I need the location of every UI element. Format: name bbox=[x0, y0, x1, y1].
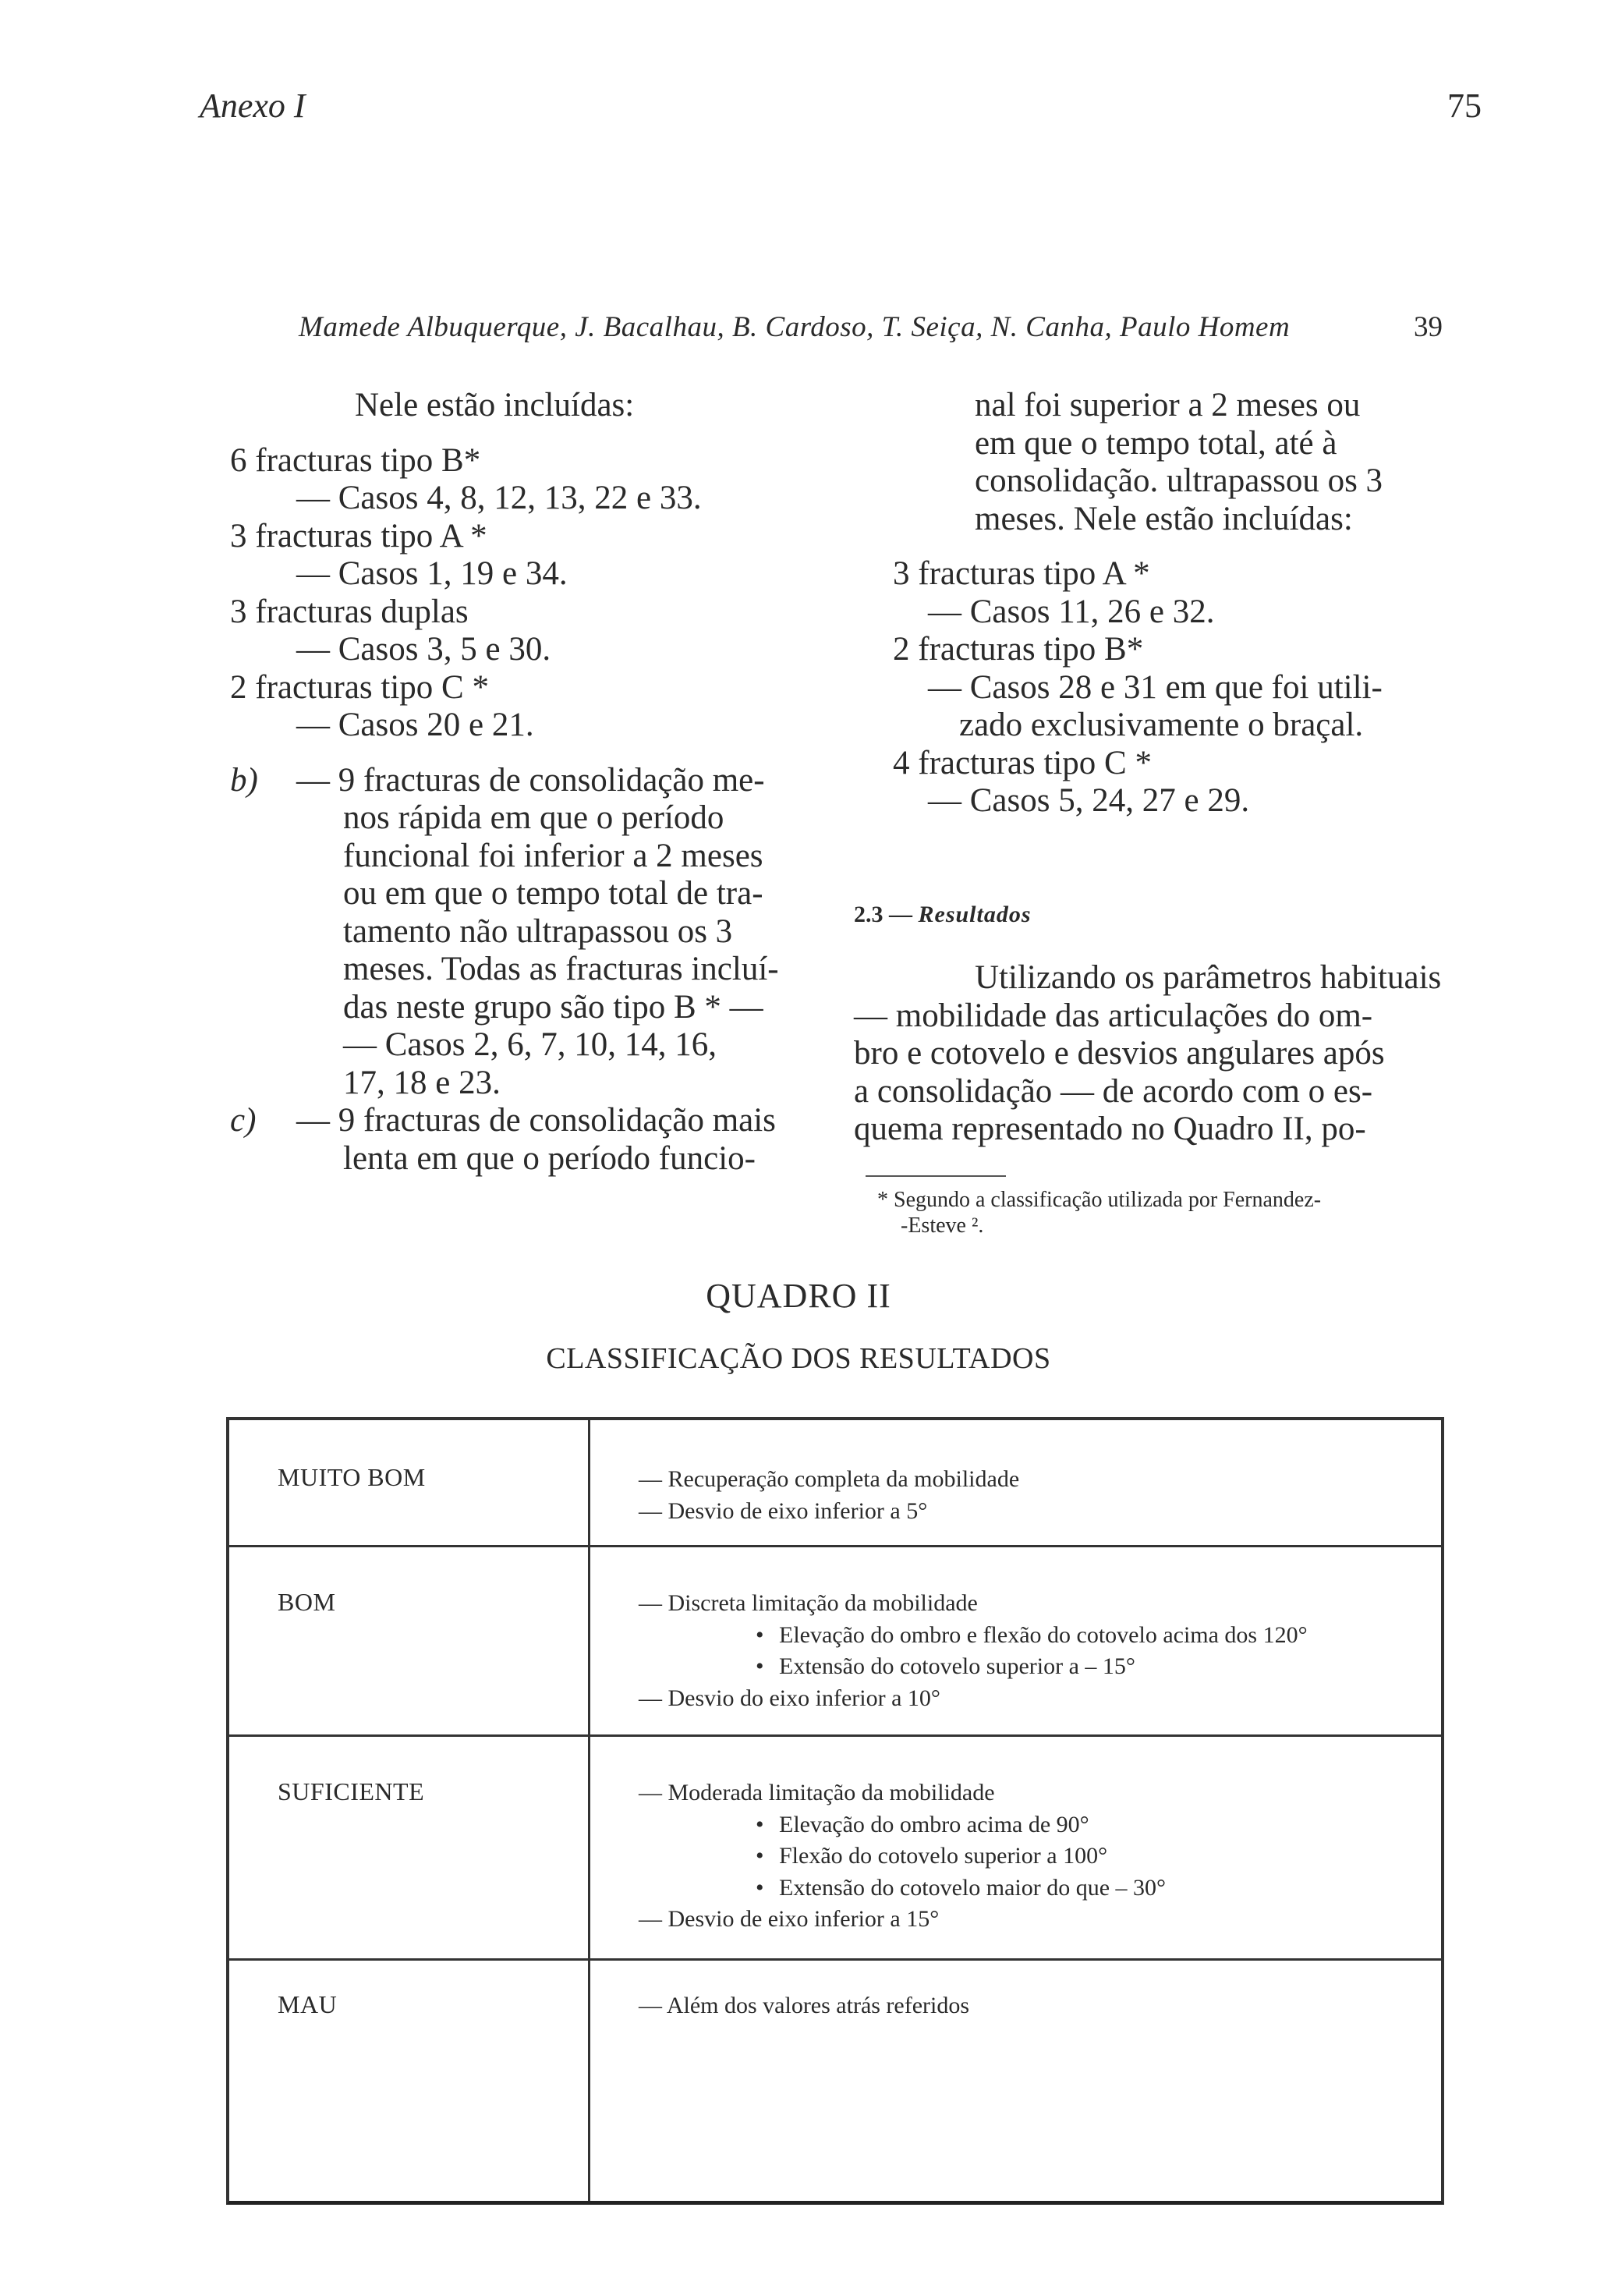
row-label: SUFICIENTE bbox=[278, 1777, 425, 1805]
criterion-bullet: • Extensão do cotovelo maior do que – 30° bbox=[639, 1873, 1166, 1904]
paragraph-line: consolidação. ultrapassou os 3 bbox=[975, 462, 1383, 499]
journal-page-number: 39 bbox=[1414, 311, 1443, 343]
table-row bbox=[229, 1547, 1441, 1737]
row-label: MAU bbox=[278, 1990, 338, 2018]
paragraph-line: meses. Nele estão incluídas: bbox=[975, 500, 1353, 537]
criterion-line: — Moderada limitação da mobilidade bbox=[639, 1780, 995, 1805]
criterion-bullet: • Extensão do cotovelo superior a – 15° bbox=[639, 1651, 1308, 1683]
paragraph-line: — 9 fracturas de consolidação mais bbox=[296, 1102, 776, 1139]
paragraph-line: — 9 fracturas de consolidação me- bbox=[296, 761, 765, 799]
footnote-line: * Segundo a classificação utilizada por Fernandez- bbox=[877, 1188, 1322, 1212]
article-authors: Mamede Albuquerque, J. Bacalhau, B. Cardoso, T. Seiça, N. Canha, Paulo Homem bbox=[299, 311, 1291, 343]
paragraph-line: lenta em que o período funcio- bbox=[343, 1139, 756, 1177]
results-paragraph bbox=[854, 959, 1447, 1149]
paragraph-c-first-line bbox=[230, 1102, 811, 1140]
criterion-line: — Discreta limitação da mobilidade bbox=[639, 1590, 978, 1616]
criterion-bullet: • Flexão do cotovelo superior a 100° bbox=[639, 1841, 1166, 1873]
criterion-line: — Desvio do eixo inferior a 10° bbox=[639, 1685, 940, 1711]
footnote-rule bbox=[866, 1175, 1006, 1177]
paragraph-line: nos rápida em que o período bbox=[343, 799, 724, 836]
running-header-annex: Anexo I bbox=[200, 87, 306, 125]
cases-line: — Casos 20 e 21. bbox=[296, 707, 534, 743]
row-description bbox=[639, 1464, 1019, 1527]
cases-line: — Casos 5, 24, 27 e 29. bbox=[928, 782, 1250, 819]
row-label: MUITO BOM bbox=[278, 1463, 426, 1491]
section-heading bbox=[854, 902, 1032, 928]
criterion-line: — Recuperação completa da mobilidade bbox=[639, 1466, 1020, 1492]
cases-line: — Casos 3, 5 e 30. bbox=[296, 631, 551, 668]
row-description bbox=[639, 1777, 1166, 1936]
group-line: 4 fracturas tipo C * bbox=[893, 744, 1152, 781]
criterion-bullet: • Elevação do ombro acima de 90° bbox=[639, 1809, 1166, 1841]
paragraph-b-first-line bbox=[230, 762, 811, 800]
item-marker-b: b) bbox=[230, 761, 258, 799]
criterion-line: — Desvio de eixo inferior a 15° bbox=[639, 1906, 940, 1932]
paragraph-line: funcional foi inferior a 2 meses bbox=[343, 837, 763, 874]
criterion-line: — Além dos valores atrás referidos bbox=[639, 1993, 970, 2018]
cases-line: — Casos 11, 26 e 32. bbox=[928, 593, 1215, 630]
intro-line: Nele estão incluídas: bbox=[355, 387, 635, 423]
results-classification-table bbox=[226, 1417, 1444, 2205]
cases-line: — Casos 4, 8, 12, 13, 22 e 33. bbox=[296, 480, 702, 516]
row-description bbox=[639, 1990, 969, 2022]
group-line: 6 fracturas tipo B* bbox=[230, 441, 481, 479]
paragraph-line: tamento não ultrapassou os 3 bbox=[343, 912, 733, 950]
footnote bbox=[877, 1187, 1470, 1238]
group-line: 3 fracturas tipo A * bbox=[230, 517, 487, 555]
left-column bbox=[230, 387, 811, 1178]
cases-line: — Casos 28 e 31 em que foi utili- bbox=[928, 668, 1383, 706]
section-title: Resultados bbox=[918, 902, 1032, 927]
table-row bbox=[229, 1737, 1441, 1961]
criterion-bullet: • Elevação do ombro e flexão do cotovelo acima dos 120° bbox=[639, 1620, 1308, 1652]
table-title: QUADRO II bbox=[706, 1277, 891, 1315]
group-line: 3 fracturas duplas bbox=[230, 593, 469, 630]
row-description bbox=[639, 1588, 1308, 1714]
table-row bbox=[229, 1961, 1441, 2202]
footnote-line: -Esteve ². bbox=[901, 1214, 984, 1238]
paragraph-line: bro e cotovelo e desvios angulares após bbox=[854, 1035, 1385, 1072]
row-label: BOM bbox=[278, 1588, 336, 1616]
criterion-line: — Desvio de eixo inferior a 5° bbox=[639, 1497, 928, 1524]
paragraph-line: nal foi superior a 2 meses ou bbox=[975, 387, 1361, 423]
paragraph-line: ou em que o tempo total de tra- bbox=[343, 875, 763, 912]
paragraph-line: em que o tempo total, até à bbox=[975, 424, 1337, 462]
paragraph-line: quema representado no Quadro II, po- bbox=[854, 1111, 1366, 1147]
paragraph-line: — Casos 2, 6, 7, 10, 14, 16, bbox=[343, 1026, 717, 1063]
paragraph-line: meses. Todas as fracturas incluí- bbox=[343, 951, 779, 987]
paragraph-line: — mobilidade das articulações do om- bbox=[854, 997, 1373, 1034]
table-subtitle: CLASSIFICAÇÃO DOS RESULTADOS bbox=[546, 1342, 1051, 1375]
paragraph-line: das neste grupo são tipo B * — bbox=[343, 988, 763, 1026]
paragraph-line: a consolidação — de acordo com o es- bbox=[854, 1072, 1373, 1110]
table-row bbox=[229, 1420, 1441, 1547]
item-marker-c: c) bbox=[230, 1102, 257, 1139]
cases-line: zado exclusivamente o braçal. bbox=[959, 707, 1364, 743]
group-line: 2 fracturas tipo B* bbox=[893, 631, 1144, 668]
paragraph-line: 17, 18 e 23. bbox=[343, 1064, 501, 1101]
section-number: 2.3 — bbox=[854, 902, 912, 927]
group-line: 3 fracturas tipo A * bbox=[893, 555, 1150, 592]
page-number: 75 bbox=[1447, 87, 1482, 125]
cases-line: — Casos 1, 19 e 34. bbox=[296, 555, 568, 592]
paragraph-line: Utilizando os parâmetros habituais bbox=[975, 959, 1442, 996]
right-column bbox=[854, 387, 1447, 820]
group-line: 2 fracturas tipo C * bbox=[230, 668, 489, 706]
